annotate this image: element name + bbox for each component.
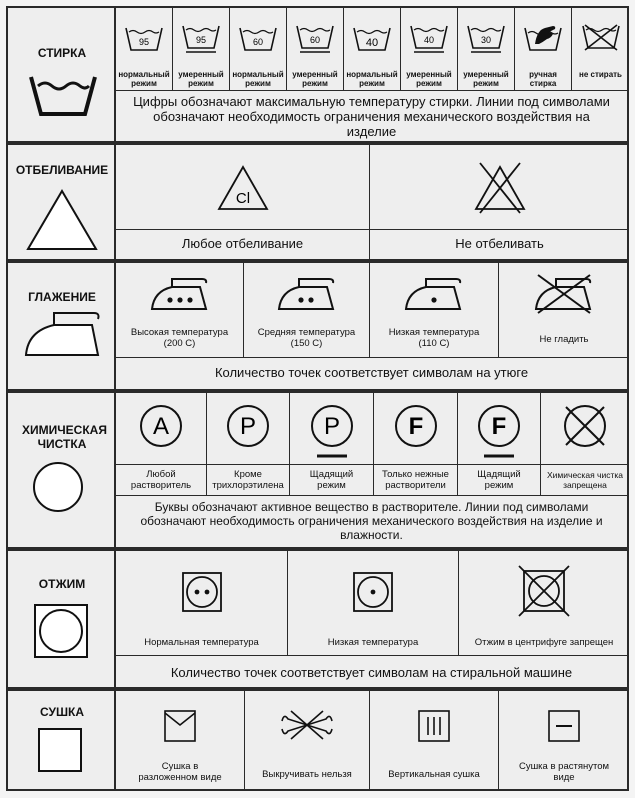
drycleaning-divider xyxy=(116,495,627,496)
dryclean-f xyxy=(374,393,458,495)
dry-no-wring xyxy=(245,691,370,789)
dryclean-a-icon xyxy=(138,403,184,453)
dryclean-p-icon xyxy=(225,403,271,453)
wash-40-gentle-icon xyxy=(409,24,449,54)
svg-text:95: 95 xyxy=(195,35,207,45)
wash-60-gentle-icon xyxy=(295,24,335,54)
drycleaning-title: ХИМИЧЕСКАЯ ЧИСТКА xyxy=(22,423,107,451)
bleach-forbidden-label: Не отбеливать xyxy=(455,236,544,251)
wash-60-normal xyxy=(230,8,287,90)
svg-text:F: F xyxy=(408,413,423,440)
iron-forbidden-label: Не гладить xyxy=(539,334,589,345)
svg-text:F: F xyxy=(491,413,507,440)
no-dryclean-icon xyxy=(560,401,610,451)
spin-forbidden xyxy=(459,551,629,655)
spin-forbidden-label: Отжим в центрифуге запрещен xyxy=(474,637,614,648)
spinning-divider xyxy=(116,655,627,656)
iron-high xyxy=(116,263,244,357)
bleach-any xyxy=(116,145,370,261)
bleaching-section xyxy=(6,143,629,261)
wash-40-gentle-label: умеренный режим xyxy=(406,70,452,88)
drycleaning-note: Буквы обозначают активное вещество в растворителе. Линии под символами обозначают необходимость ограничения механического воздействия на изделие и влажности. xyxy=(140,500,603,542)
wash-95-icon xyxy=(124,26,164,52)
spinning-label-cell xyxy=(8,551,116,687)
drying-title: СУШКА xyxy=(39,705,85,719)
spinning-section xyxy=(6,549,629,689)
wash-forbidden-label: не стирать xyxy=(579,70,622,79)
washing-title: СТИРКА xyxy=(37,46,87,60)
wash-95-gentle-label: умеренный режим xyxy=(178,70,224,88)
washing-label-cell xyxy=(8,8,116,141)
bleaching-divider xyxy=(116,229,627,230)
svg-text:Cl: Cl xyxy=(235,190,250,207)
svg-text:60: 60 xyxy=(252,37,264,47)
ironing-section xyxy=(6,261,629,391)
wash-60-gentle xyxy=(287,8,344,90)
iron-medium xyxy=(244,263,370,357)
iron-icon xyxy=(24,309,104,357)
iron-one-dot-icon xyxy=(404,277,464,311)
bleach-forbidden xyxy=(370,145,629,261)
wash-hand-label: ручная стирка xyxy=(529,70,557,88)
dryclean-p-gentle-icon xyxy=(309,403,355,461)
wash-95-gentle-icon xyxy=(181,24,221,54)
svg-text:40: 40 xyxy=(423,35,435,45)
wash-30-gentle-icon xyxy=(466,24,506,54)
drying-section xyxy=(6,689,629,791)
spin-two-dots-icon xyxy=(181,571,223,613)
wash-40-normal xyxy=(344,8,401,90)
svg-text:A: A xyxy=(152,413,170,440)
bleaching-title: ОТБЕЛИВАНИЕ xyxy=(15,163,109,177)
wash-95-gentle xyxy=(173,8,230,90)
dry-vertical-icon xyxy=(417,709,451,743)
dryclean-p-label: Кроме трихлорэтилена xyxy=(212,469,284,491)
iron-forbidden xyxy=(499,263,629,357)
dry-stretched-label: Сушка в растянутом виде xyxy=(518,761,610,783)
dryclean-f-label: Только нежные растворители xyxy=(382,469,449,491)
wash-60-normal-label: нормальный режим xyxy=(232,70,284,88)
bleach-chlorine-icon xyxy=(217,165,269,211)
dry-vertical xyxy=(370,691,499,789)
svg-text:P: P xyxy=(323,413,340,440)
dryclean-f-gentle-icon xyxy=(476,403,522,461)
bleach-any-label: Любое отбеливание xyxy=(181,236,304,251)
dryclean-any xyxy=(116,393,207,495)
dry-vertical-label: Вертикальная сушка xyxy=(388,769,480,780)
dryclean-p-gentle-label: Щадящий режим xyxy=(309,469,354,491)
dryclean-p xyxy=(207,393,290,495)
wash-95-normal-label: нормальный режим xyxy=(118,70,170,88)
ironing-label-cell xyxy=(8,263,116,389)
dry-flat-label: Сушка в разложенном виде xyxy=(138,761,222,783)
iron-two-dots-icon xyxy=(277,277,337,311)
dryclean-f-gentle xyxy=(458,393,541,495)
hand-wash-icon xyxy=(523,22,563,52)
no-spin-icon xyxy=(516,563,572,619)
iron-three-dots-icon xyxy=(150,277,210,311)
dry-flat xyxy=(116,691,245,789)
dry-stretched xyxy=(499,691,629,789)
wash-40-icon xyxy=(352,26,392,52)
bleaching-label-cell xyxy=(8,145,116,259)
wash-40-gentle xyxy=(401,8,458,90)
ironing-title: ГЛАЖЕНИЕ xyxy=(28,290,96,304)
iron-high-label: Высокая температура (200 С) xyxy=(130,327,229,349)
dryclean-p-gentle xyxy=(290,393,374,495)
svg-text:40: 40 xyxy=(365,37,379,49)
spin-low-label: Низкая температура xyxy=(327,637,419,648)
wash-60-icon xyxy=(238,26,278,52)
dryclean-f-gentle-label: Щадящий режим xyxy=(477,469,521,491)
svg-text:60: 60 xyxy=(309,35,321,45)
wash-tub-icon xyxy=(28,74,98,118)
circle-icon xyxy=(32,461,84,513)
washing-divider xyxy=(116,90,627,91)
wash-forbidden xyxy=(572,8,629,90)
dry-no-wring-label: Выкручивать нельзя xyxy=(262,769,352,780)
square-icon xyxy=(37,727,83,773)
spin-normal-label: Нормальная температура xyxy=(144,637,259,648)
dryclean-f-icon xyxy=(393,403,439,453)
wash-30-gentle-label: умеренный режим xyxy=(463,70,509,88)
washing-section xyxy=(6,6,629,143)
dryclean-forbidden xyxy=(541,393,629,495)
washing-note: Цифры обозначают максимальную температуру стирки. Линии под символами обозначают необходимость ограничения механического воздействия на изделие xyxy=(133,94,610,139)
spinning-title: ОТЖИМ xyxy=(38,577,86,591)
drycleaning-section xyxy=(6,391,629,549)
drying-label-cell xyxy=(8,691,116,789)
ironing-note: Количество точек соответствует символам на утюге xyxy=(214,365,529,380)
iron-medium-label: Средняя температура (150 С) xyxy=(257,327,356,349)
no-bleach-icon xyxy=(472,161,528,215)
svg-text:30: 30 xyxy=(480,35,492,45)
iron-low-label: Низкая температура (110 С) xyxy=(388,327,480,349)
drycleaning-label-cell xyxy=(8,393,116,547)
square-circle-icon xyxy=(33,603,89,659)
wash-60-gentle-label: умеренный режим xyxy=(292,70,338,88)
spin-normal xyxy=(116,551,288,655)
svg-text:95: 95 xyxy=(138,37,150,47)
spinning-note: Количество точек соответствует символам на стиральной машине xyxy=(170,665,573,680)
drycleaning-icon-divider xyxy=(116,464,627,465)
spin-low xyxy=(288,551,459,655)
dryclean-forbidden-label: Химическая чистка запрещена xyxy=(547,470,623,490)
ironing-divider xyxy=(116,357,627,358)
dry-horizontal-icon xyxy=(547,709,581,743)
wash-40-normal-label: нормальный режим xyxy=(346,70,398,88)
no-wring-icon xyxy=(279,709,335,741)
dry-envelope-icon xyxy=(163,709,197,743)
wash-hand xyxy=(515,8,572,90)
spin-one-dot-icon xyxy=(352,571,394,613)
wash-30-gentle xyxy=(458,8,515,90)
no-iron-icon xyxy=(532,271,596,315)
triangle-icon xyxy=(26,189,98,251)
no-wash-icon xyxy=(581,24,621,52)
wash-95-normal xyxy=(116,8,173,90)
iron-low xyxy=(370,263,499,357)
svg-text:P: P xyxy=(239,413,257,440)
dryclean-any-label: Любой растворитель xyxy=(130,469,192,491)
